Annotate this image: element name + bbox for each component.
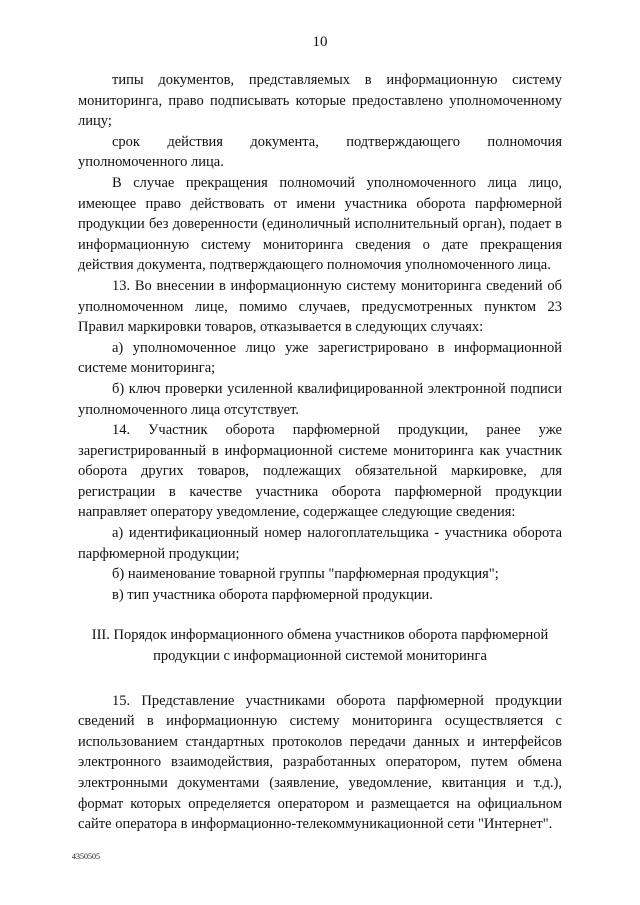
paragraph-14-c: в) тип участника оборота парфюмерной продукции. [112,586,433,603]
paragraph-14-a: а) идентификационный номер налогоплательщика - участника оборота парфюмерной продукции; [78,525,562,562]
paragraph-validity-period: срок действия документа, подтверждающего полномочия уполномоченного лица. [78,133,562,171]
section-heading-line-2: продукции с информационной системой мониторинга [153,648,487,665]
paragraph-document-types: типы документов, представляемых в информационную систему мониторинга, право подписывать которые предоставлено уполномоченному лицу; [78,72,562,130]
paragraph-13: 13. Во внесении в информационную систему мониторинга сведений об уполномоченном лице, помимо случаев, предусмотренных пунктом 23 Правил маркировки товаров, отказывается в следующих случаях: [78,277,562,336]
document-code: 4350505 [72,852,100,861]
paragraph-13-a: а) уполномоченное лицо уже зарегистрировано в информационной системе мониторинга; [78,339,562,377]
paragraph-15: 15. Представление участниками оборота парфюмерной продукции сведений в информационную систему мониторинга осуществляется с использованием стандартных протоколов передачи данных и интерфейсов электронного взаимодействия, разработанных оператором, путем обмена электронными документами (заявление, уведомление, квитанция и т.д.), формат которых определяется оператором и размещается на официальном сайте оператора в информационно-телекоммуникационной сети "Интернет". [78,692,562,833]
document-body [78,70,562,835]
section-heading [78,625,562,666]
paragraph-14-b: б) наименование товарной группы "парфюмерная продукция"; [112,566,499,583]
section-heading-line-1: III. Порядок информационного обмена участников оборота парфюмерной [91,627,549,644]
paragraph-14: 14. Участник оборота парфюмерной продукции, ранее уже зарегистрированный в информационной системе мониторинга как участник оборота других товаров, подлежащих обязательной маркировке, для регистрации в качестве участника оборота парфюмерной продукции направляет оператору уведомление, содержащее следующие сведения: [78,422,562,521]
page-number: 10 [312,34,328,50]
paragraph-termination: В случае прекращения полномочий уполномоченного лица лицо, имеющее право действовать от имени участника оборота парфюмерной продукции без доверенности (единоличный исполнительный орган), подает в информационную систему мониторинга сведения о дате прекращения действия документа, подтверждающего полномочия уполномоченного лица. [78,174,562,274]
paragraph-13-b: б) ключ проверки усиленной квалифицированной электронной подписи уполномоченного лица отсутствует. [78,380,562,418]
